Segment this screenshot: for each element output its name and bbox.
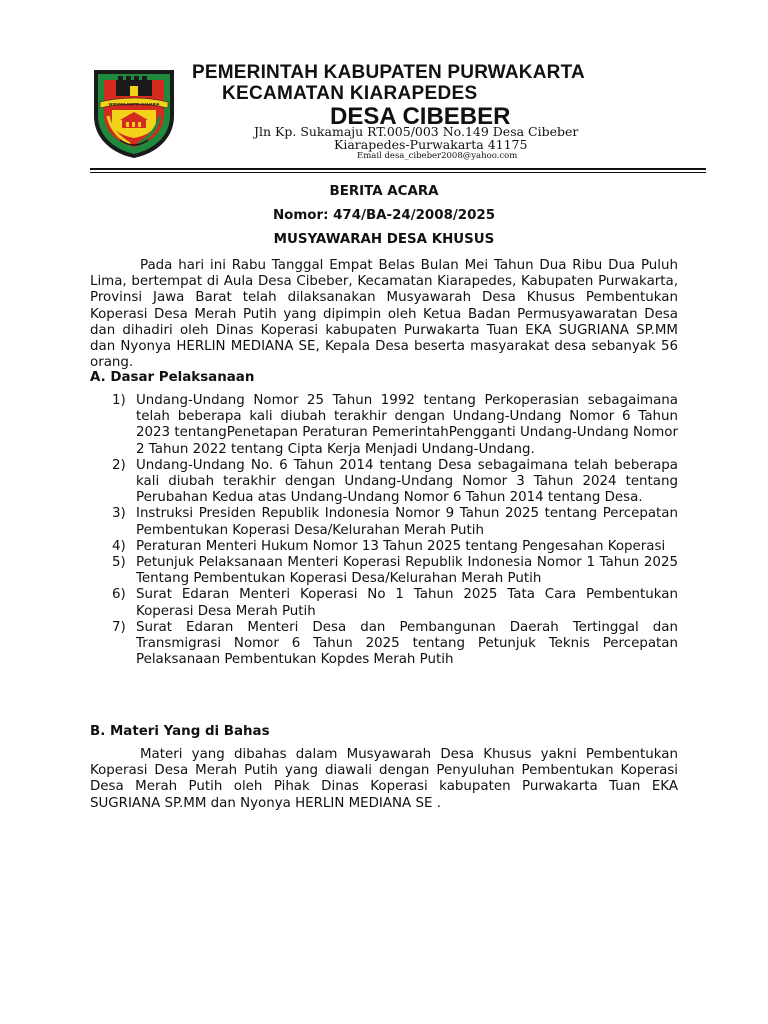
letterhead-district: KECAMATAN KIARAPEDES: [222, 83, 478, 104]
letterhead-address-line2: Kiarapedes-Purwakarta 41175: [334, 137, 528, 152]
intro-paragraph: Pada hari ini Rabu Tanggal Empat Belas Bulan Mei Tahun Dua Ribu Dua Puluh Lima, bertempat di Aula Desa Cibeber, Kecamatan Kiarapedes, Kabupaten Purwakarta, Provinsi Jawa Barat telah dilaksanakan Musyawarah Desa Khusus Pembentukan Koperasi Desa Merah Putih yang dipimpin oleh Ketua Badan Permusyawaratan Desa dan dihadiri oleh Dinas Koperasi kabupaten Purwakarta Tuan EKA SUGRIANA SP.MM dan Nyonya HERLIN MEDIANA SE, Kepala Desa beserta masyarakat desa sebanyak 56 orang.: [90, 258, 678, 371]
document-subject: MUSYAWARAH DESA KHUSUS: [273, 232, 495, 247]
list-item: 6) Surat Edaran Menteri Koperasi No 1 Tahun 2025 Tata Cara Pembentukan Koperasi Desa Merah Putih: [112, 587, 678, 619]
list-item: 1) Undang-Undang Nomor 25 Tahun 1992 tentang Perkoperasian sebagaimana telah beberapa kali diubah terakhir dengan Undang-Undang Nomor 6 Tahun 2023 tentangPenetapan Peraturan PemerintahPengganti Undang-Undang Nomor 2 Tahun 2022 tentang Cipta Kerja Menjadi Undang-Undang.: [112, 393, 678, 457]
list-item: 2) Undang-Undang No. 6 Tahun 2014 tentang Desa sebagaimana telah beberapa kali diubah terakhir dengan Undang-Undang Nomor 3 Tahun 2024 tentang Perubahan Kedua atas Undang-Undang Nomor 6 Tahun 2014 tentang Desa.: [112, 457, 678, 506]
letterhead-email: Email desa_cibeber2008@yahoo.com: [357, 151, 518, 161]
section-b-paragraph: Materi yang dibahas dalam Musyawarah Desa Khusus yakni Pembentukan Koperasi Desa Merah Putih yang diawali dengan Penyuluhan Pembentukan Koperasi Desa Merah Putih oleh Pihak Dinas Koperasi kabupaten Purwakarta Tuan EKA SUGRIANA SP.MM dan Nyonya HERLIN MEDIANA SE .: [90, 747, 678, 811]
letterhead-village: DESA CIBEBER: [330, 103, 511, 130]
list-item: 5) Petunjuk Pelaksanaan Menteri Koperasi Republik Indonesia Nomor 1 Tahun 2025 Tentang Pembentukan Koperasi Desa/Kelurahan Merah Putih: [112, 555, 678, 587]
list-item: 7) Surat Edaran Menteri Desa dan Pembangunan Daerah Tertinggal dan Transmigrasi Nomor 6 Tahun 2025 tentang Petunjuk Teknis Percepatan Pelaksanaan Pembentukan Kopdes Merah Putih: [112, 619, 678, 668]
list-item: 3) Instruksi Presiden Republik Indonesia Nomor 9 Tahun 2025 tentang Percepatan Pembentukan Koperasi Desa/Kelurahan Merah Putih: [112, 506, 678, 538]
logo-banner-text: WIBAWA KARTA RAHARJA: [108, 102, 160, 107]
legal-basis-list: [90, 393, 678, 668]
document-number: Nomor: 474/BA-24/2008/2025: [272, 208, 496, 223]
document-type-title: BERITA ACARA: [329, 184, 439, 199]
letterhead-address-line1: Jln Kp. Sukamaju RT.005/003 No.149 Desa Cibeber: [254, 124, 579, 139]
list-item: 4) Peraturan Menteri Hukum Nomor 13 Tahun 2025 tentang Pengesahan Koperasi: [112, 538, 666, 554]
purwakarta-regency-crest-icon: [90, 64, 178, 160]
section-a-heading: A. Dasar Pelaksanaan: [90, 370, 255, 385]
letterhead-divider-thick: [90, 168, 706, 170]
section-b-heading: B. Materi Yang di Bahas: [90, 724, 270, 739]
letterhead-government: PEMERINTAH KABUPATEN PURWAKARTA: [192, 62, 585, 83]
letterhead-text: [192, 62, 712, 130]
letterhead-divider-thin: [90, 172, 706, 173]
